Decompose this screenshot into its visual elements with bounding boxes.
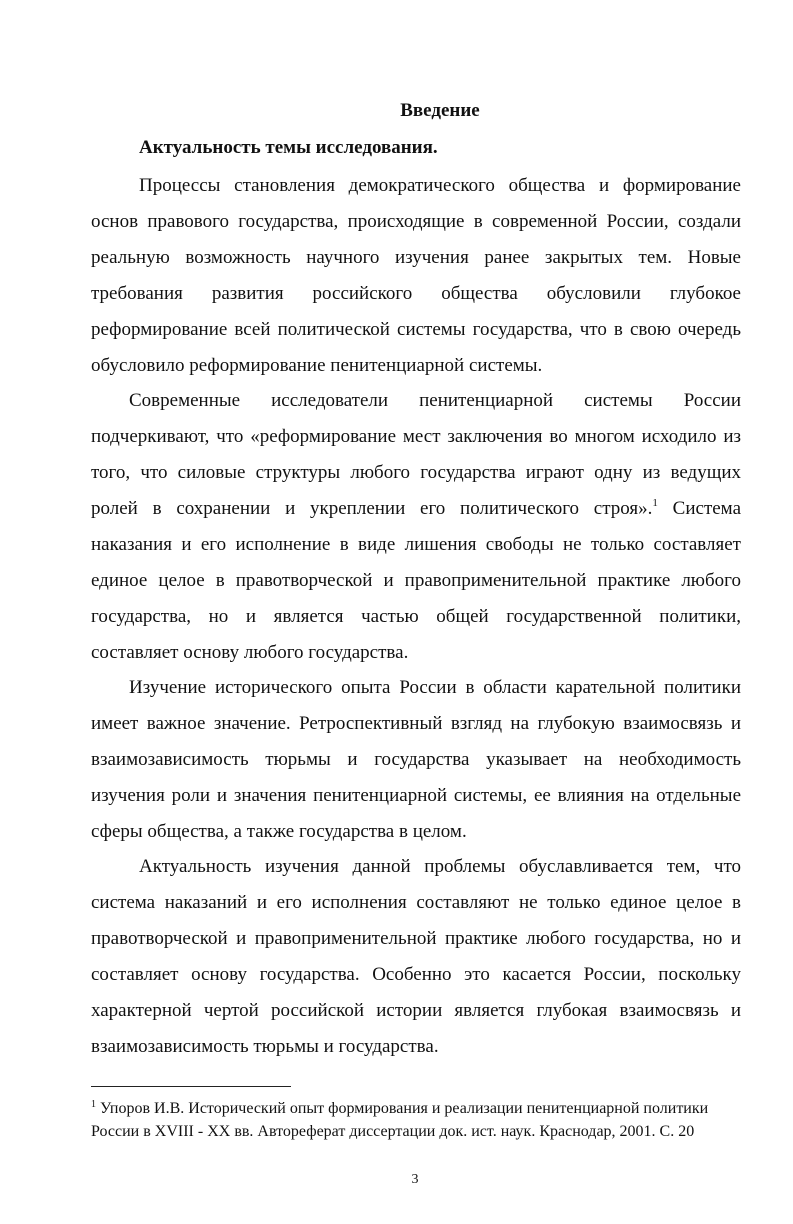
page-number: 3: [411, 1172, 419, 1187]
paragraph-2-quote: Современные исследователи пенитенциарной системы России подчеркивают, что «реформирование мест заключения во многом исходило из того, что силовые структуры любого государства играют одну из ведущих ролей в сохранении и укреплении его политического строя».: [91, 390, 741, 519]
section-title: Введение: [400, 100, 480, 121]
paragraph-1-block: [91, 168, 741, 384]
footnote-text: Упоров И.В. Исторический опыт формирования и реализации пенитенциарной политики России в XVIII - XX вв. Автореферат диссертации док. ист. наук. Краснодар, 2001. С. 20: [91, 1100, 709, 1140]
paragraph-2: [91, 383, 741, 671]
footnote-marker: 1: [91, 1099, 96, 1110]
footnote-reference[interactable]: 1: [652, 497, 658, 509]
paragraph-2-block: [91, 383, 741, 671]
section-subtitle: Актуальность темы исследования.: [139, 137, 438, 158]
paragraph-3-block: [91, 670, 741, 850]
paragraph-3: Изучение исторического опыта России в области карательной политики имеет важное значение. Ретроспективный взгляд на глубокую взаимосвязь и взаимозависимость тюрьмы и государства указывает на необходимость изучения роли и значения пенитенциарной системы, ее влияния на отдельные сферы общества, а также государства в целом.: [91, 677, 741, 842]
paragraph-4-block: [91, 849, 741, 1065]
paragraph-1: Процессы становления демократического общества и формирование основ правового государства, происходящие в современной России, создали реальную возможность научного изучения ранее закрытых тем. Новые требования развития российского общества обусловили глубокое реформирование всей политической системы государства, что в свою очередь обусловило реформирование пенитенциарной системы.: [91, 175, 741, 376]
paragraph-4: Актуальность изучения данной проблемы обуславливается тем, что система наказаний и его исполнения составляют не только единое целое в правотворческой и правоприменительной практике любого государства, но и составляет основу государства. Особенно это касается России, поскольку характерной чертой российской истории является глубокая взаимосвязь и взаимозависимость тюрьмы и государства.: [91, 856, 741, 1057]
footnote-divider: [91, 1086, 291, 1087]
footnote: [91, 1097, 751, 1143]
paragraph-2-continuation: Система наказания и его исполнение в виде лишения свободы не только составляет единое целое в правотворческой и правоприменительной практике любого государства, но и является частью общей государственной политики, составляет основу любого государства.: [91, 498, 742, 663]
